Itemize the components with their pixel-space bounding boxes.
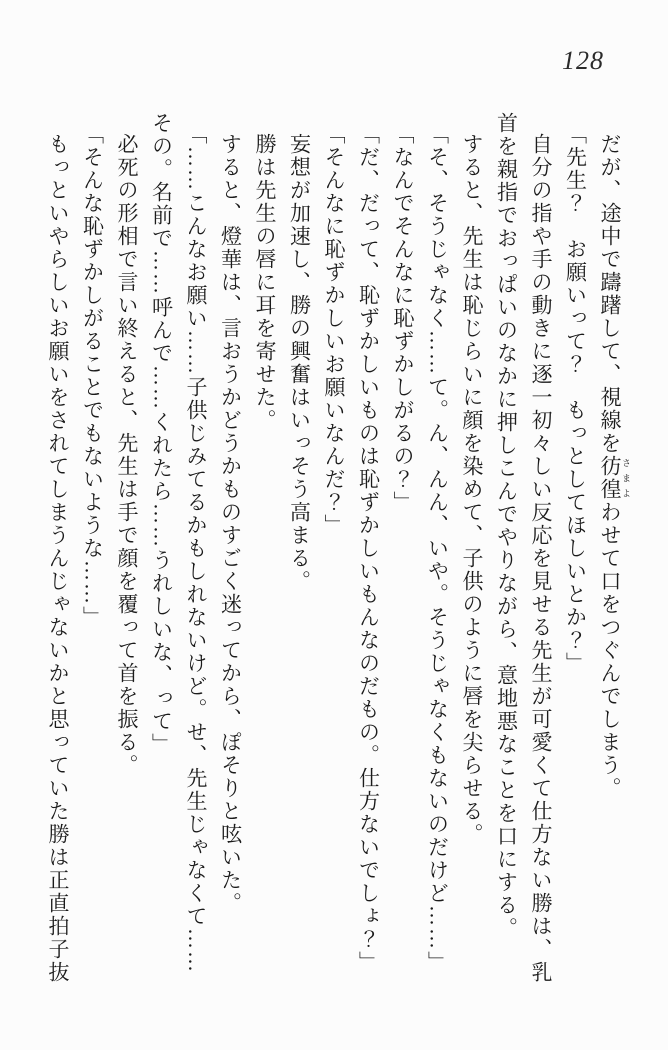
paragraph-narration: 自分の指や手の動きに逐一初々しい反応を見せる先生が可愛くて仕方ない勝は、乳首を親指でおっぱいのなかに押しこんでやりながら、意地悪なことを口にする。 bbox=[494, 112, 553, 984]
paragraph-narration: 必死の形相で言い終えると、先生は手で顔を覆って首を振る。 bbox=[115, 133, 139, 777]
paragraph-dialogue: 「そんな恥ずかしがることでもないような……」 bbox=[80, 122, 105, 629]
paragraph-narration: 勝は先生の唇に耳を寄せた。 bbox=[253, 133, 277, 432]
paragraph-dialogue: 「……こんなお願い……子供じみてるかもしれないけど。せ、先生じゃなくて……その。名前で……呼んで……くれたら……うれしいな、って」 bbox=[149, 112, 208, 974]
ruby-annotated-word: 彷徨 さまよ bbox=[598, 455, 631, 501]
paragraph-dialogue: 「そ、そうじゃなく……て。ん、んん、いや。そうじゃなくもないのだけど……」 bbox=[425, 122, 450, 974]
ruby-reading: さまよ bbox=[621, 455, 631, 501]
paragraph-dialogue: 「先生？ お願いって？ もっとしてほしいとか？」 bbox=[563, 122, 588, 675]
paragraph-dialogue: 「だ、だって、恥ずかしいものは恥ずかしいもんなのだもの。仕方ないでしょ？」 bbox=[356, 122, 381, 974]
page-text-block bbox=[41, 112, 632, 990]
paragraph-narration: 妄想が加速し、勝の興奮はいっそう高まる。 bbox=[287, 133, 312, 593]
paragraph-dialogue: 「そんなに恥ずかしいお願いなんだ？」 bbox=[322, 122, 346, 537]
page-number: 128 bbox=[562, 46, 604, 75]
paragraph-narration: すると、燈華は、言おうかどうかものすごく迷ってから、ぽそりと呟いた。 bbox=[218, 133, 243, 915]
paragraph-narration: だが、途中で躊躇して、視線を彷徨 さまよわせて口をつぐんでしまう。 bbox=[598, 133, 631, 800]
paragraph-dialogue: 「なんでそんなに恥ずかしがるの？」 bbox=[391, 122, 415, 514]
paragraph-narration: もっといやらしいお願いをされてしまうんじゃないかと思っていた勝は正直拍子抜 bbox=[46, 133, 70, 984]
paragraph-narration: すると、先生は恥じらいに顔を染めて、子供のように唇を尖らせる。 bbox=[460, 133, 484, 846]
